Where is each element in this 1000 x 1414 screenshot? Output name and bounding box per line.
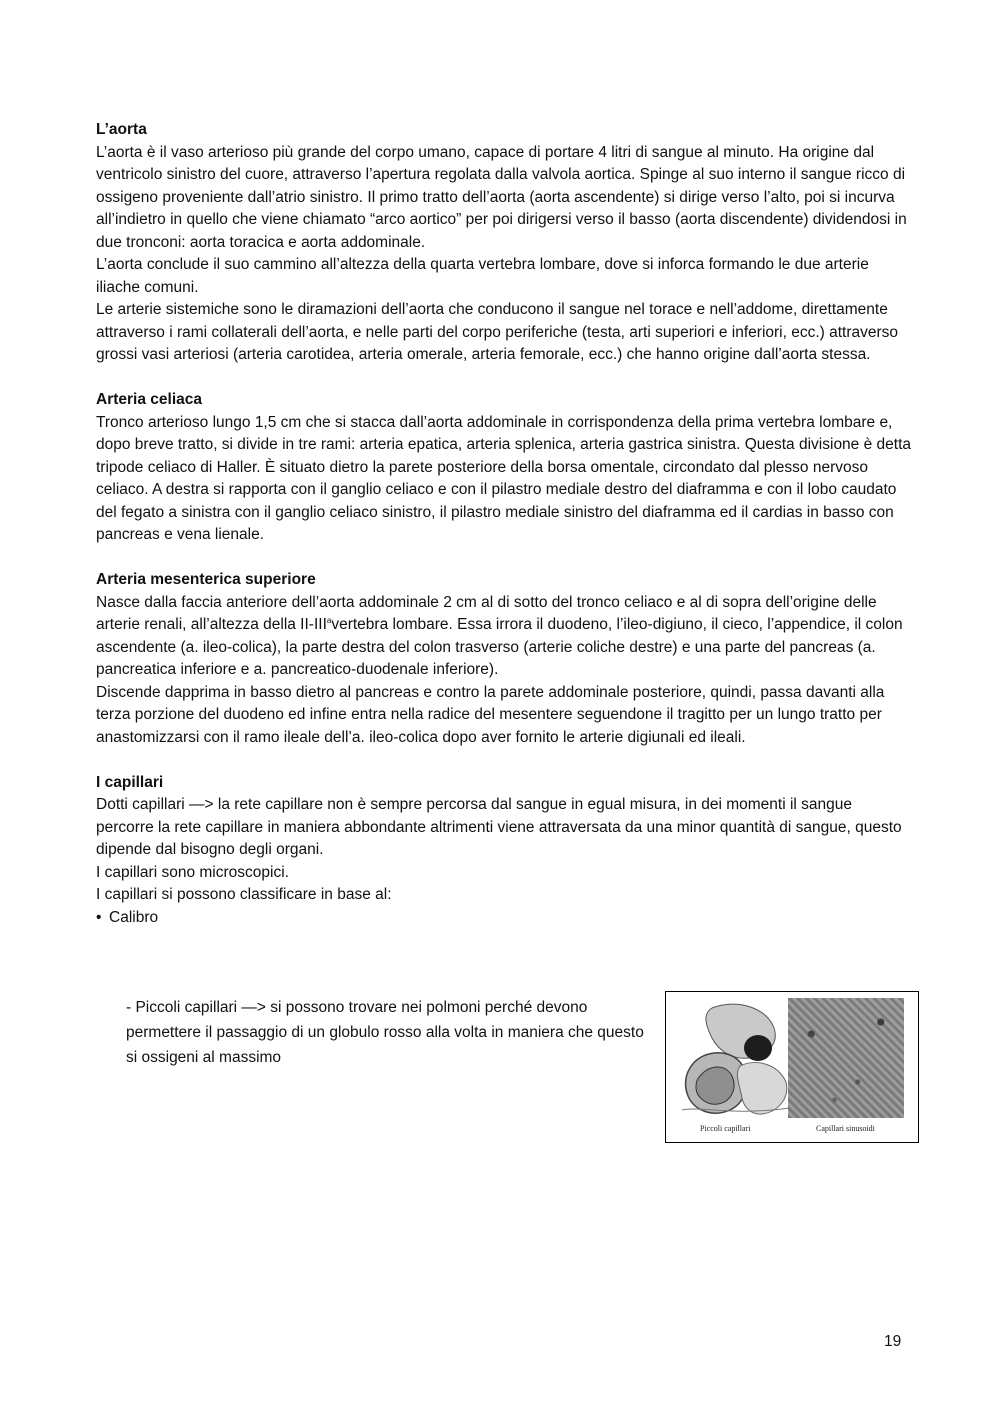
caption-sinusoid-capillaries: Capillari sinusoidi [816,1124,875,1133]
micrograph-figure [665,991,919,1143]
section-arteria-celiaca [96,389,911,547]
section-aorta [96,119,911,367]
bullet-label: Calibro [109,908,159,926]
caption-small-capillaries: Piccoli capillari [700,1124,751,1133]
paragraph-text: Nasce dalla faccia anteriore dell’aorta addominale 2 cm al di sotto del tronco celiaco e al di sopra dell’origine delle arterie renali, all’altezza della II-III [96,593,877,633]
section-heading: Arteria mesenterica superiore [96,571,316,588]
paragraph: I capillari si possono classificare in base al: [96,886,392,903]
paragraph: I capillari sono microscopici. [96,863,289,881]
section-heading: Arteria celiaca [96,391,202,408]
paragraph: L’aorta è il vaso arterioso più grande del corpo umano, capace di portare 4 litri di sangue al minuto. Ha origine dal ventricolo sinistro del cuore, attraverso l’apertura regolata dalla valvola aortica. Spinge al suo interno il sangue ricco di ossigeno proveniente dall’atrio sinistro. Il primo tratto dell’aorta (aorta ascendente) si dirige verso l’alto, poi si incurva all’indietro in quello che viene chiamato “arco aortico” per poi dirigersi verso il basso (aorta discendente) dividendosi in due tronconi: aorta toracica e aorta addominale. [96,143,907,251]
paragraph-text: vertebra lombare. Essa irrora il duodeno, l’ileo-digiuno, il cieco, l’appendice, il colon ascendente (a. ileo-colica), la parte destra del colon trasverso (arterie coliche destre) e una parte del pancreas (a. pancreatica inferiore e a. pancreatico-duodenale inferiore). [96,616,903,678]
section-capillari [96,772,911,930]
paragraph: Le arterie sistemiche sono le diramazioni dell’aorta che conducono il sangue nel torace e nell’addome, direttamente attraverso i rami collaterali dell’aorta, e nelle parti del corpo periferiche (testa, arti superiori e inferiori, ecc.) attraverso grossi vasi arteriosi (arteria carotidea, arteria omerale, arteria femorale, ecc.) che hanno origine dall’aorta stessa. [96,301,899,363]
bullet-icon: • [96,908,102,926]
sub-item-text: - Piccoli capillari —> si possono trovare nei polmoni perché devono permettere il passaggio di un globulo rosso alla volta in maniera che questo si ossigeni al massimo [126,999,644,1066]
section-heading: L’aorta [96,121,147,138]
page-number: 19 [884,1333,902,1350]
micrograph-sinusoids [788,998,904,1118]
document-body [96,119,911,952]
paragraph: Tronco arterioso lungo 1,5 cm che si stacca dall’aorta addominale in corrispondenza della prima vertebra lombare e, dopo breve tratto, si divide in tre rami: arteria epatica, arteria splenica, arteria gastrica sinistra. Questa divisione è detta tripode celiaco di Haller. È situato dietro la parete posteriore della borsa omentale, circondato dal plesso nervoso celiaco. A destra si rapporta con il ganglio celiaco e con il pilastro mediale destro del diaframma e con il lobo caudato del fegato a sinistra con il ganglio celiaco sinistro, il pilastro mediale sinistro del diaframma ed il cardias in basso con pancreas e vena lienale. [96,413,912,543]
bullet-item [96,907,911,930]
paragraph: Discende dapprima in basso dietro al pancreas e contro la parete addominale posteriore, quindi, passa davanti alla terza porzione del duodeno ed infine entra nella radice del mesentere seguendone il tragitto per un lungo tratto per anastomizzarsi con il ramo ileale dell’a. ileo-colica dopo aver fornito le arterie digiunali ed ileali. [96,683,885,746]
micrograph-small-capillaries [682,998,790,1118]
section-heading: I capillari [96,773,164,791]
superscript: a [326,615,332,625]
paragraph: L’aorta conclude il suo cammino all’altezza della quarta vertebra lombare, dove si inforca formando le due arterie iliache comuni. [96,256,869,296]
section-arteria-mesenterica [96,569,911,749]
paragraph [96,592,911,682]
paragraph: Dotti capillari —> la rete capillare non è sempre percorsa dal sangue in egual misura, in dei momenti il sangue percorre la rete capillare in maniera abbondante altrimenti viene attraversata da una minor quantità di sangue, questo dipende dal bisogno degli organi. [96,796,902,858]
